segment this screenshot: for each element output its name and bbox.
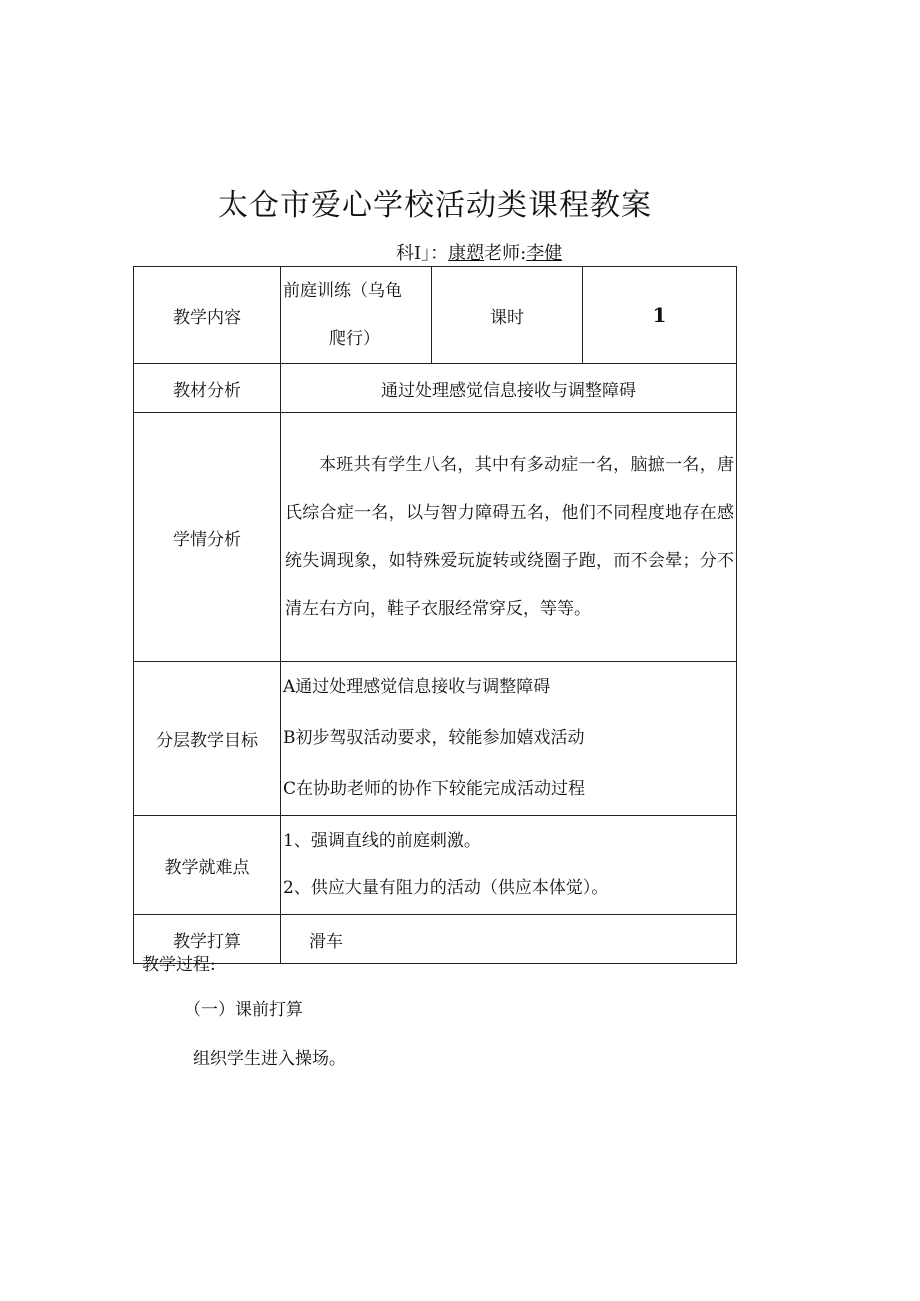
hours-label: 课时 [432, 267, 583, 364]
teacher-name: 李健 [526, 243, 563, 264]
process-heading: 教学过程: [142, 955, 216, 975]
hours-value: 1 [583, 267, 737, 364]
content-topic-line2: 爬行） [329, 329, 380, 349]
table-row [134, 267, 737, 364]
goal-item-b: B初步驾驭活动要求，较能参加嬉戏活动 [283, 728, 585, 748]
material-text: 通过处理感觉信息接收与调整障碍 [281, 364, 737, 413]
table-row [134, 413, 737, 662]
table-row [134, 915, 737, 964]
student-analysis-text: 本班共有学生八名，其中有多动症一名，脑摭一名，唐氏综合症一名，以与智力障碍五名，他们不同程度地存在感统失调现象，如特殊爱玩旋转或绕圈子跑，而不会晕；分不清左右方向，鞋子衣服经常穿反，等等。 [281, 413, 737, 662]
table-row [134, 816, 737, 915]
subject-teacher-line [396, 241, 562, 267]
material-label: 教材分析 [134, 364, 281, 413]
prep-value: 滑车 [281, 915, 737, 964]
process-step-1: （一）课前打算 [184, 1000, 303, 1020]
lesson-plan-table [133, 266, 737, 964]
prep-label: 教学打算 [134, 915, 281, 964]
difficulty-list [281, 816, 737, 915]
goals-label: 分层教学目标 [134, 662, 281, 816]
student-label: 学情分析 [134, 413, 281, 662]
table-row [134, 364, 737, 413]
document-title: 太仓市爱心学校活动类课程教案 [218, 188, 652, 223]
subject-name: 康愬 [448, 243, 485, 264]
content-topic-line1: 前庭训练（乌龟 [283, 281, 402, 301]
content-label: 教学内容 [134, 267, 281, 364]
difficulty-item-2: 2、供应大量有阻力的活动（供应本体觉）。 [283, 878, 609, 898]
goals-list [281, 662, 737, 816]
teacher-label: 老师: [484, 243, 527, 264]
goal-item-c: C在协助老师的协作下较能完成活动过程 [283, 779, 586, 799]
difficulty-item-1: 1、强调直线的前庭刺激。 [283, 831, 481, 851]
subject-prefix: 科Ⅰ」： [396, 243, 449, 264]
content-topic [281, 267, 432, 364]
process-step-1-text: 组织学生进入操场。 [193, 1049, 346, 1069]
difficulty-label: 教学就难点 [134, 816, 281, 915]
goal-item-a: A通过处理感觉信息接收与调整障碍 [283, 677, 551, 697]
table-row [134, 662, 737, 816]
